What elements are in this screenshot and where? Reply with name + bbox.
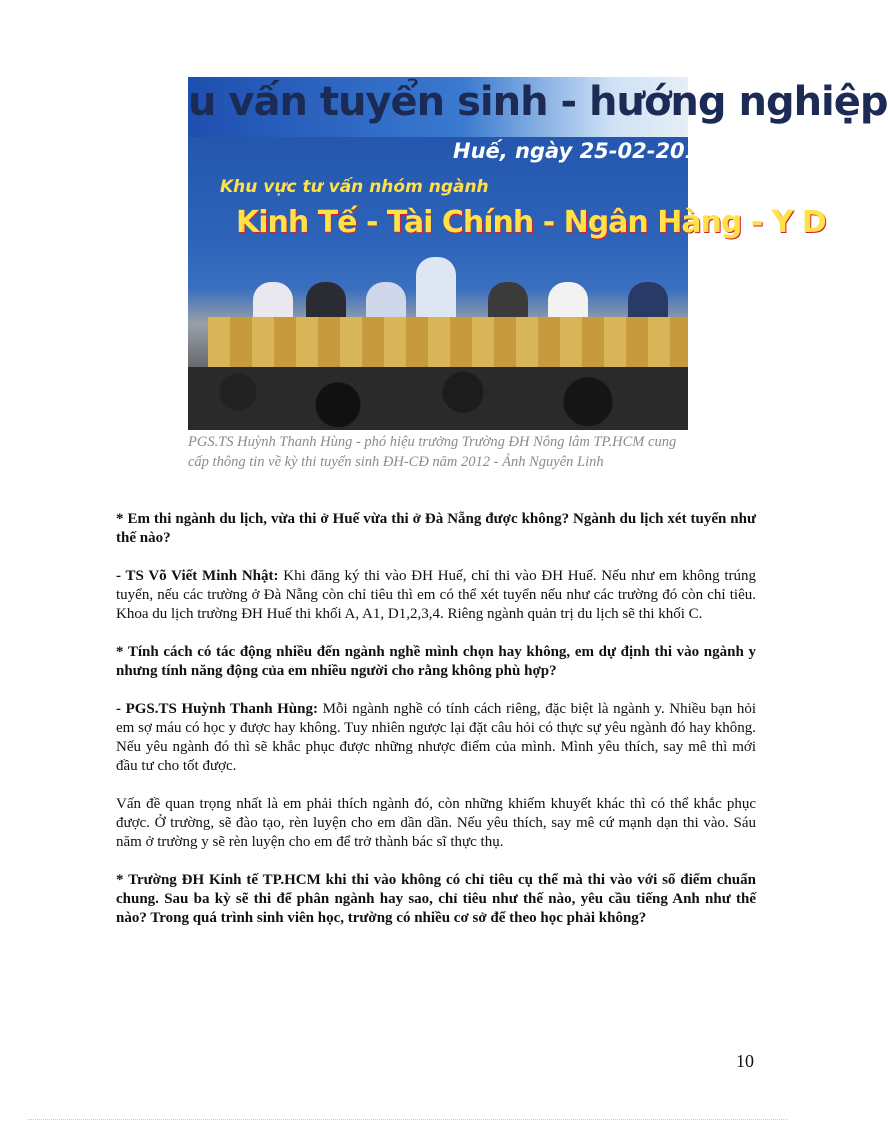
footer-divider: [28, 1119, 788, 1120]
audience: [188, 367, 688, 430]
answer-2-speaker: - PGS.TS Huỳnh Thanh Hùng:: [116, 701, 318, 717]
banner-date: Huế, ngày 25-02-2012: [453, 139, 714, 163]
page-number: 10: [736, 1051, 754, 1071]
answer-1-speaker: - TS Võ Viết Minh Nhật:: [116, 568, 279, 584]
answer-1: [116, 567, 756, 624]
question-2: * Tính cách có tác động nhiều đến ngành nghề mình chọn hay không, em dự định thi vào ngành y nhưng tính năng động của em nhiều người cho rằng không phù hợp?: [116, 644, 756, 679]
answer-2: [116, 700, 756, 776]
answer-2-text: Mỗi ngành nghề có tính cách riêng, đặc biệt là ngành y. Nhiều bạn hỏi em sợ máu có học y được hay không. Tuy nhiên ngược lại đặt câu hỏi có thực sự yêu ngành đó hay không. Nếu yêu ngành đó thì sẽ khắc phục được những nhược điểm của mình. Mình yêu thích, say mê thì mới đầu tư cho tốt được.: [116, 701, 756, 774]
question-1: * Em thi ngành du lịch, vừa thi ở Huế vừa thi ở Đà Nẵng được không? Ngành du lịch xét tuyển như thế nào?: [116, 511, 756, 546]
answer-2-continued: Vấn đề quan trọng nhất là em phải thích ngành đó, còn những khiếm khuyết khác thì có thể khắc phục được. Ở trường, sẽ đào tạo, rèn luyện cho em dần dần. Nếu yêu thích, say mê cứ mạnh dạn thi vào. Sáu năm ở trường y sẽ rèn luyện cho em để trở thành bác sĩ thực thụ.: [116, 796, 756, 850]
banner-text: u vấn tuyển sinh - hướng nghiệp: [188, 79, 888, 125]
photo-caption: PGS.TS Huỳnh Thanh Hùng - phó hiệu trưởng Trường ĐH Nông lâm TP.HCM cung cấp thông tin về kỳ thi tuyển sinh ĐH-CĐ năm 2012 - Ảnh Nguyên Linh: [188, 434, 677, 470]
article-body: [116, 510, 756, 947]
photo-banner: [188, 77, 888, 137]
conference-photo: [188, 77, 888, 430]
banner-fields: Kinh Tế - Tài Chính - Ngân Hàng - Y D: [236, 205, 826, 240]
answer-1-text: Khi đăng ký thi vào ĐH Huế, chỉ thi vào ĐH Huế. Nếu như em không trúng tuyển, nếu các trường ở Đà Nẵng còn chỉ tiêu thì em có thể xét tuyển nếu như các trường đó còn chỉ tiêu. Khoa du lịch trường ĐH Huế thi khối A, A1, D1,2,3,4. Riêng ngành quản trị du lịch sẽ thi khối C.: [116, 568, 756, 622]
question-3: * Trường ĐH Kinh tế TP.HCM khi thi vào không có chỉ tiêu cụ thể mà thi vào với số điểm chuẩn chung. Sau ba kỳ sẽ thi để phân ngành hay sao, chỉ tiêu như thế nào, yêu cầu tiếng Anh như thế nào? Trong quá trình sinh viên học, trường có nhiều cơ sở để theo học phải không?: [116, 872, 756, 926]
banner-area: Khu vực tư vấn nhóm ngành: [220, 177, 489, 197]
